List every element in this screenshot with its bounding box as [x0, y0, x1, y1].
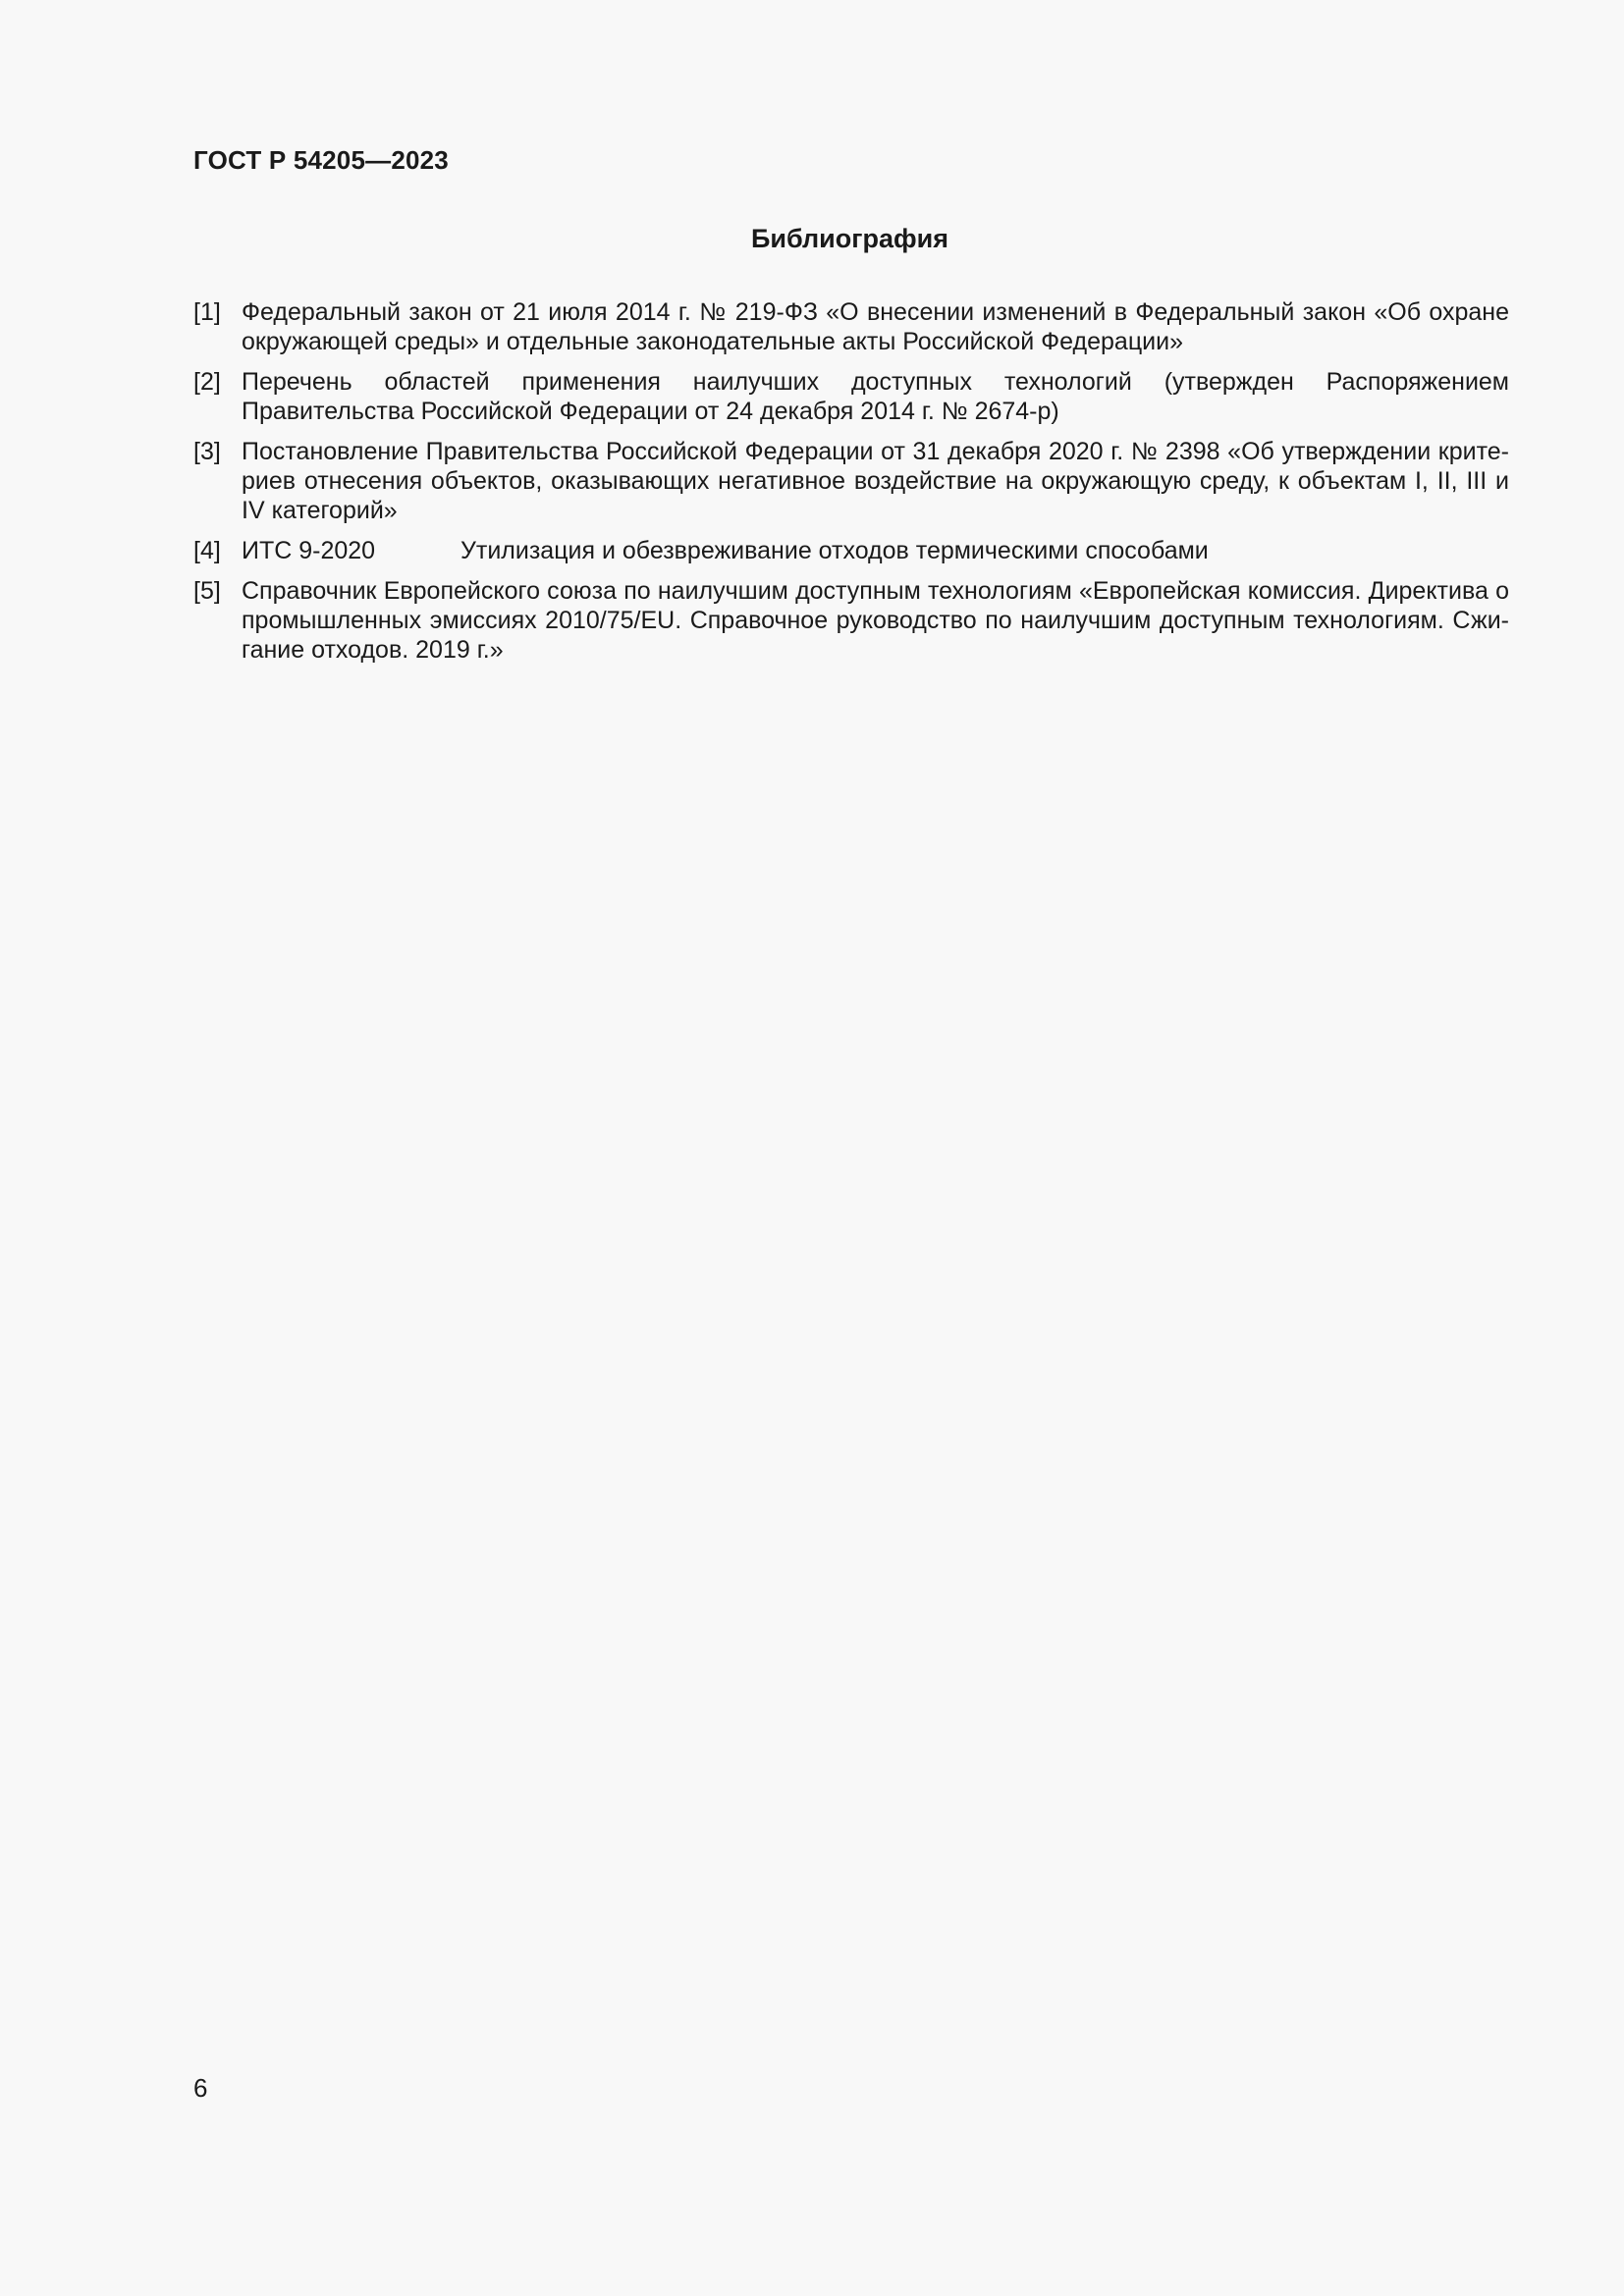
entry-text: Справочник Европейского союза по наилучшим доступным технологиям «Европейская комиссия. Директива о промышленных эмиссиях 2010/75/EU. Справочное руководство по наилучшим доступным технологиям. Сжигание отходов. 2019 г.»: [242, 577, 1509, 664]
entry-text: Федеральный закон от 21 июля 2014 г. № 219-ФЗ «О внесении изменений в Федеральный закон «Об охране окружающей среды» и отдельные законодательные акты Российской Федерации»: [242, 298, 1509, 355]
entry-number: [5]: [193, 577, 221, 605]
entry-text: Перечень областей применения наилучших доступных технологий (утвержден Распоряжением Правительства Российской Федерации от 24 декабря 2014 г. № 2674-р): [242, 368, 1509, 425]
entry-text-with-code: [242, 536, 1509, 565]
bibliography-list: [193, 297, 1509, 675]
entry-number: [4]: [193, 537, 221, 564]
section-title: Библиография: [751, 224, 948, 253]
bibliography-entry: [193, 367, 1509, 426]
entry-text: Постановление Правительства Российской Федерации от 31 декабря 2020 г. № 2398 «Об утверждении критериев отнесения объектов, оказывающих негативное воздействие на окружающую среду, к объектам I, II, III и IV категорий»: [242, 438, 1509, 524]
bibliography-entry: [193, 576, 1509, 665]
bibliography-entry: [193, 297, 1509, 356]
entry-title: Утилизация и обезвреживание отходов термическими способами: [460, 537, 1209, 564]
bibliography-entry: [193, 536, 1509, 565]
page-number: 6: [193, 2073, 208, 2103]
entry-number: [1]: [193, 298, 221, 326]
entry-code: ИТС 9-2020: [242, 537, 376, 564]
entry-number: [2]: [193, 368, 221, 396]
bibliography-entry: [193, 437, 1509, 525]
standard-id: ГОСТ Р 54205—2023: [193, 145, 449, 175]
entry-number: [3]: [193, 438, 221, 465]
